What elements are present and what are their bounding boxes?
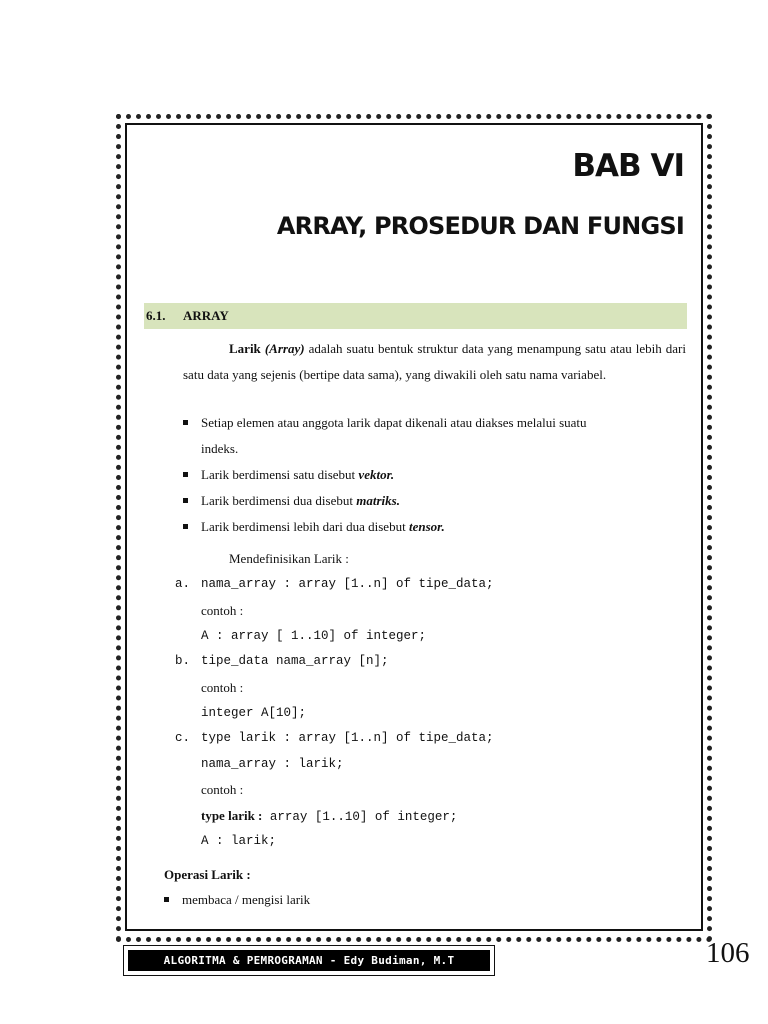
- section-number: 6.1.: [146, 308, 166, 323]
- item-b-contoh: contoh :: [201, 680, 244, 695]
- section-label: ARRAY: [183, 308, 229, 323]
- chapter-heading: BAB VI: [572, 148, 684, 184]
- footer-text: ALGORITMA & PEMROGRAMAN - Edy Budiman, M.T: [128, 950, 490, 971]
- intro-term: Larik: [229, 341, 261, 356]
- item-c-code: type larik : array [1..n] of tipe_data;: [201, 731, 494, 745]
- item-c-example: type larik : array [1..10] of integer;: [201, 808, 458, 824]
- bullet-icon: [183, 472, 188, 477]
- intro-paragraph: [183, 336, 686, 388]
- define-heading: Mendefinisikan Larik :: [229, 551, 349, 566]
- item-c-example2: A : larik;: [201, 834, 277, 848]
- intro-text: adalah suatu bentuk struktur data yang menampung satu atau lebih dari satu data yang sejenis (bertipe data sama), yang diwakili oleh satu nama variabel.: [183, 341, 687, 382]
- bullet-icon: [183, 420, 188, 425]
- item-a-example: A : array [ 1..10] of integer;: [201, 629, 427, 643]
- item-a-contoh: contoh :: [201, 603, 244, 618]
- footer-banner: [123, 945, 495, 976]
- item-a-code: nama_array : array [1..n] of tipe_data;: [201, 577, 494, 591]
- item-a-label: a.: [175, 577, 191, 591]
- item-c-code2: nama_array : larik;: [201, 757, 344, 771]
- item-b-label: b.: [175, 654, 191, 668]
- item-c-label: c.: [175, 731, 191, 745]
- bullet-icon: [183, 524, 188, 529]
- section-heading: [144, 303, 687, 329]
- chapter-title: ARRAY, PROSEDUR DAN FUNGSI: [276, 212, 684, 240]
- page-number: 106: [706, 937, 750, 969]
- intro-term-en: (Array): [264, 341, 305, 356]
- bullet-icon: [183, 498, 188, 503]
- bullet-icon: [164, 897, 169, 902]
- operasi-heading: Operasi Larik :: [164, 867, 251, 882]
- item-b-code: tipe_data nama_array [n];: [201, 654, 389, 668]
- item-b-example: integer A[10];: [201, 706, 307, 720]
- item-c-contoh: contoh :: [201, 782, 244, 797]
